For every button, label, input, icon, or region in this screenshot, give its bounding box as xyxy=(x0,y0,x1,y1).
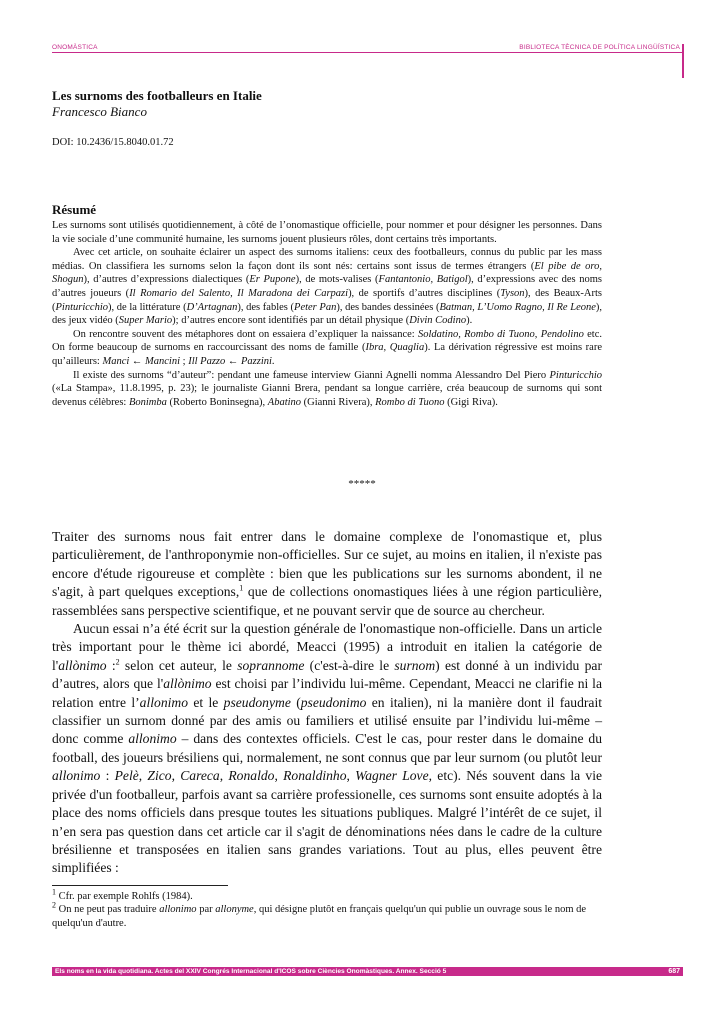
footnote-1: $^1$ Cfr. par exemple Rohlfs (1984). xyxy=(52,887,193,902)
abstract-heading: Résumé xyxy=(52,202,97,217)
abstract-paragraph-4: Il existe des surnoms “d’auteur”: pendant une fameuse interview Gianni Agnelli nomma Alessandro Del Piero Pinturicchio («La Stampa», 11.8.1995, p. 23); le journaliste Gianni Brera, pendant sa longue carrière, créa beaucoup de surnoms qui sont devenus célèbres: Bonimba (Roberto Boninsegna), Abatino (Gianni Rivera), Rombo di Tuono (Gigi Riva). xyxy=(52,369,602,408)
running-header-left: ONOMÀSTICA xyxy=(52,44,98,51)
footnote-2: $^2$ On ne peut pas traduire allonimo par allonyme, qui désigne plutôt en français quelqu'un qui publie un ouvrage sous le nom de quelqu'un d'autre. xyxy=(52,900,587,929)
footnote-ref-1[interactable]: 1 xyxy=(239,583,244,593)
footer-citation: Els noms en la vida quotidiana. Actes del XXIV Congrés Internacional d'ICOS sobre Ciències Onomàstiques. Annex. Secció 5 xyxy=(55,968,447,975)
article-doi: DOI: 10.2436/15.8040.01.72 xyxy=(52,137,174,148)
header-rule xyxy=(52,52,683,53)
body-paragraph-2: Aucun essai n’a été écrit sur la question générale de l'onomastique non-officielle. Dans un article très important pour le thème ici abordé, Meacci (1995) a introduit en italien la catégorie de l'allònimo :$^2$ selon cet auteur, le soprannome (c'est-à-dire le surnom) est donné à un individu par d’autres, alors que l'allònimo est choisi par l’individu lui-même. Cependant, Meacci ne clarifie ni la relation entre l’allonimo et le pseudonyme (pseudonimo en italien), ni la manière dont il faudrait classifier un surnom donné par des amis ou familiers et utilisé ensuite par l’individu lui-même – donc comme allonimo – dans des contextes officiels. C'est le cas, pour rester dans le domaine du football, des joueurs brésiliens qui, normalement, ne sont connus que par leur surnom (ou plutôt leur allonimo : Pelè, Zico, Careca, Ronaldo, Ronaldinho, Wagner Love, etc). Nés souvent dans la vie privée d'un footballeur, parfois avant sa carrière professionelle, ces surnoms sont ensuite adoptés à la place des noms officiels dans presque toutes les situations publiques. Malgré l’intérêt de ce sujet, il n’en sera pas question dans cet article car il s'agit de dénominations nées dans le cadre de la culture brésilienne et transposées en italien sans grandes variations. Tout au plus, elles peuvent être simplifiées : xyxy=(52,621,603,876)
footnotes xyxy=(52,887,612,930)
footnote-ref-2[interactable]: 2 xyxy=(115,657,120,667)
body-text xyxy=(52,528,602,878)
abstract xyxy=(52,219,602,409)
body-paragraph-1: Traiter des surnoms nous fait entrer dans le domaine complexe de l'onomastique et, plus particulièrement, de l'anthroponymie non-officielles. Sur ce sujet, au moins en italien, il n'existe pas encore d'étude rigoureuse et complète : bien que les publications sur les surnoms abondent, il ne s'agit, à part quelques exceptions,$^1$ que de collections onomastiques liées à une région particulière, rassemblées sans perspective scientifique, et ne pouvant servir que de source au chercheur. xyxy=(52,529,603,618)
section-separator: ***** xyxy=(348,478,376,490)
abstract-paragraph-1: Les surnoms sont utilisés quotidiennement, à côté de l’onomastique officielle, pour nommer et pour désigner les personnes. Dans la vie sociale d’une communité humaine, les surnoms jouent plusieurs rôles, dont certains très importants. xyxy=(52,220,602,245)
article-author: Francesco Bianco xyxy=(52,104,147,119)
running-header-right: BIBLIOTECA TÈCNICA DE POLÍTICA LINGÜÍSTICA xyxy=(519,44,680,51)
abstract-paragraph-3: On rencontre souvent des métaphores dont on essaiera d’expliquer la naissance: Soldatino, Rombo di Tuono, Pendolino etc. On forme beaucoup de surnoms en raccourcissant des noms de famille (Ibra, Quaglia). La dérivation régressive est moins rare qu’ailleurs: Manci ← Mancini ; Ill Pazzo ← Pazzini. xyxy=(52,328,602,367)
footnote-rule xyxy=(52,885,228,886)
abstract-paragraph-2: Avec cet article, on souhaite éclairer un aspect des surnoms italiens: ceux des footballeurs, connus du public par les mass médias. On classifiera les surnoms selon la façon dont ils sont nés: certains sont issus de termes étrangers (El pibe de oro, Shogun), d’autres d’expressions dialectiques (Er Pupone), de mots-valises (Fantantonio, Batigol), d’expressions avec des noms d’autres joueurs (Il Romario del Salento, Il Maradona dei Carpazi), de sportifs d’autres disciplines (Tyson), des Beaux-Arts (Pinturicchio), de la littérature (D’Artagnan), des fables (Peter Pan), des bandes dessinées (Batman, L’Uomo Ragno, Il Re Leone), des jeux vidéo (Super Mario); d’autres encore sont identifiés par un détail physique (Divin Codino). xyxy=(52,247,603,327)
article-title: Les surnoms des footballeurs en Italie xyxy=(52,88,262,103)
page-number: 687 xyxy=(668,968,680,975)
header-corner-rule xyxy=(682,44,684,78)
